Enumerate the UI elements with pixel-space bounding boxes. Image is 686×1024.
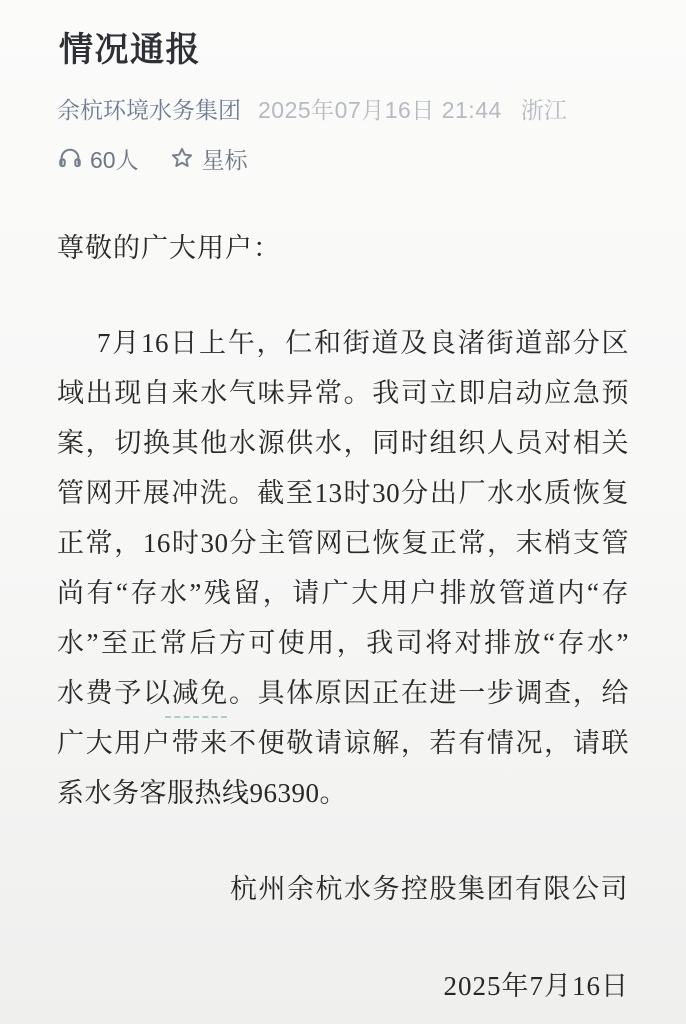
paragraph-line: 正常，16时30分主管网已恢复正常，末梢支管 — [57, 528, 629, 558]
headphones-icon — [57, 145, 83, 171]
article-title: 情况通报 — [59, 31, 201, 69]
paragraph-line: 管网开展冲洗。截至13时30分出厂水水质恢复 — [57, 478, 629, 508]
article-meta-row — [57, 93, 629, 127]
paragraph-line: 案，切换其他水源供水，同时组织人员对相关 — [57, 428, 629, 458]
article-body — [57, 226, 629, 1011]
paragraph-line: 系水务客服热线96390。 — [57, 778, 347, 808]
listen-count-label: 60人 — [90, 146, 139, 173]
publish-datetime: 2025年07月16日 21:44 — [258, 97, 502, 123]
salutation: 尊敬的广大用户： — [57, 233, 281, 263]
star-outline-icon — [169, 145, 195, 171]
notice-paragraph — [57, 318, 629, 818]
listen-count-badge[interactable] — [57, 142, 139, 175]
engagement-row — [57, 140, 629, 176]
paragraph-line: 7月16日上午，仁和街道及良渚街道部分区 — [97, 328, 629, 358]
star-account-button[interactable] — [169, 142, 248, 175]
paragraph-line: 尚有“存水”残留，请广大用户排放管道内“存 — [57, 578, 629, 608]
signature-date: 2025年7月16日 — [443, 971, 629, 1001]
paragraph-line: 广大用户带来不便敬请谅解，若有情况，请联 — [57, 728, 629, 758]
publish-location: 浙江 — [520, 97, 567, 123]
star-label: 星标 — [201, 146, 248, 173]
signature-company: 杭州余杭水务控股集团有限公司 — [230, 874, 629, 904]
paragraph-line: 水费予以减免。具体原因正在进一步调查，给 — [57, 678, 629, 708]
paragraph-line: 水”至正常后方可使用，我司将对排放“存水” — [57, 628, 629, 658]
paragraph-line: 域出现自来水气味异常。我司立即启动应急预 — [57, 378, 629, 408]
account-name-link[interactable]: 余杭环境水务集团 — [57, 97, 241, 123]
